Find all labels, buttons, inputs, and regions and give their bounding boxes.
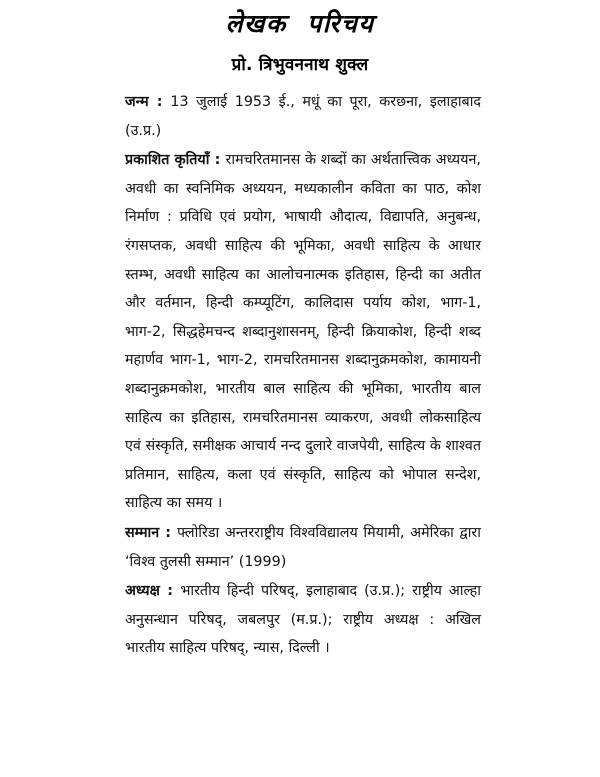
section-honours-label: सम्मान (125, 524, 160, 541)
section-chairmanship-separator: : (159, 583, 181, 600)
section-birth-separator: : (148, 94, 171, 110)
page-title: लेखक परिचय (225, 9, 375, 38)
section-birth (125, 88, 481, 145)
section-chairmanship-label: अध्यक्ष (125, 583, 160, 600)
section-honours-separator: : (159, 524, 178, 541)
section-birth-value: 13 जुलाई 1953 ई., मधूं का पूरा, करछना, इलाहाबाद (उ.प्र.) (125, 94, 481, 139)
section-published-works-label: प्रकाशित कृतियाँ (125, 152, 210, 169)
section-published-works (125, 146, 481, 518)
author-bio-body (125, 88, 481, 663)
section-chairmanship (125, 577, 481, 663)
section-honours-value: फ्लोरिडा अन्तरराष्ट्रीय विश्वविद्यालय मियामी, अमेरिका द्वारा ‘विश्व तुलसी सम्मान’ (1999) (125, 524, 481, 570)
section-honours (125, 519, 481, 576)
section-published-works-separator: : (209, 152, 226, 169)
author-name-subtitle: प्रो. त्रिभुवननाथ शुक्ल (231, 55, 369, 75)
section-birth-label: जन्म (125, 94, 149, 110)
section-chairmanship-value: भारतीय हिन्दी परिषद्, इलाहाबाद (उ.प्र.); राष्ट्रीय आल्हा अनुसन्धान परिषद्, जबलपुर (म.प्र.); राष्ट्रीय अध्यक्ष : अखिल भारतीय साहित्य परिषद्, न्यास, दिल्ली । (125, 583, 481, 657)
section-published-works-value: रामचरितमानस के शब्दों का अर्थतात्त्विक अध्ययन, अवधी का स्वनिमिक अध्ययन, मध्यकालीन कविता का पाठ, कोश निर्माण : प्रविधि एवं प्रयोग, भाषायी औदात्य, विद्यापति, अनुबन्ध, रंगसप्तक, अवधी साहित्य की भूमिका, अवधी साहित्य के आधार स्तम्भ, अवधी साहित्य का आलोचनात्मक इतिहास, हिन्दी का अतीत और वर्तमान, हिन्दी कम्प्यूटिंग, कालिदास पर्याय कोश, भाग-1, भाग-2, सिद्धहेमचन्द शब्दानुशासनम्, हिन्दी क्रियाकोश, हिन्दी शब्द महार्णव भाग-1, भाग-2, रामचरितमानस शब्दानुक्रमकोश, कामायनी शब्दानुक्रमकोश, भारतीय बाल साहित्य की भूमिका, भारतीय बाल साहित्य का इतिहास, रामचरितमानस व्याकरण, अवधी लोकसाहित्य एवं संस्कृति, समीक्षक आचार्य नन्द दुलारे वाजपेयी, साहित्य के शाश्वत प्रतिमान, साहित्य, कला एवं संस्कृति, साहित्य को भोपाल सन्देश, साहित्य का समय । (125, 152, 481, 512)
